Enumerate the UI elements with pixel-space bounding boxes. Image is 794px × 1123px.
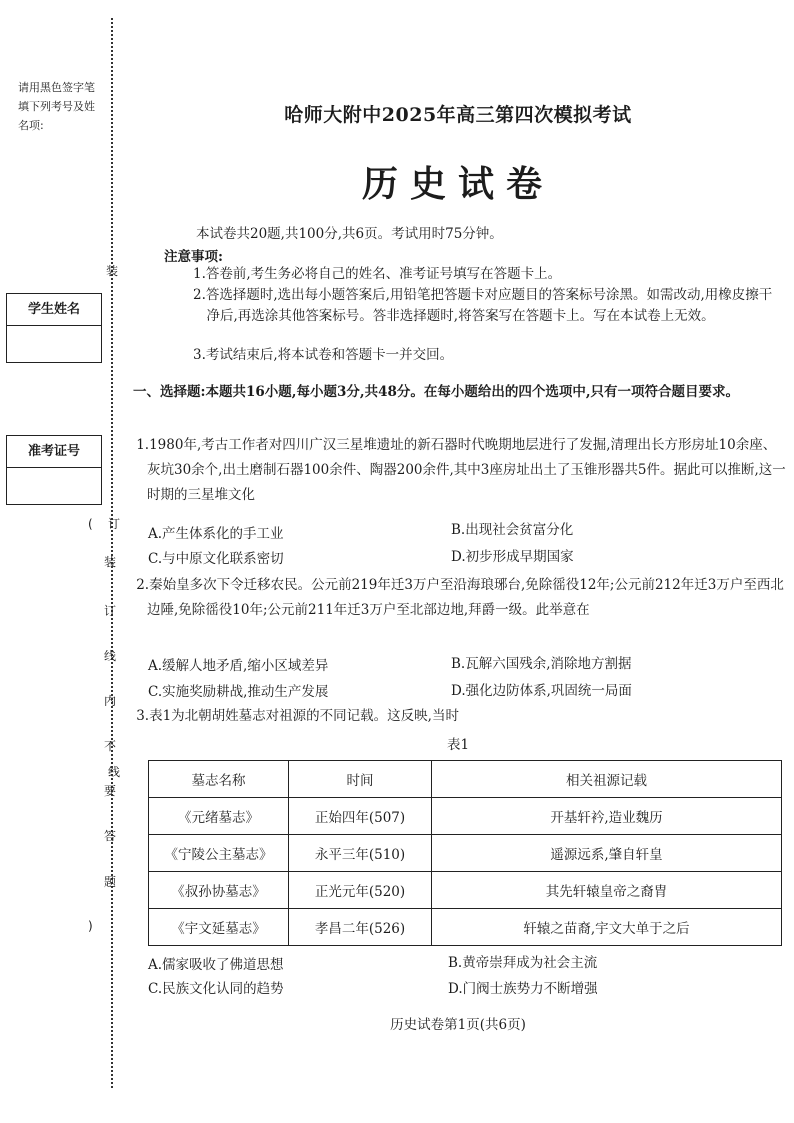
table-caption: 表1 bbox=[446, 737, 470, 753]
table-cell: 永平三年(510) bbox=[289, 835, 432, 872]
binding-char: 要 bbox=[104, 784, 117, 798]
binding-char: 内 bbox=[104, 694, 117, 708]
binding-char: 线 bbox=[108, 765, 121, 779]
table-cell: 轩辕之苗裔,宇文大单于之后 bbox=[432, 909, 782, 946]
question-stem: 3.表1为北朝胡姓墓志对祖源的不同记载。这反映,当时 bbox=[136, 708, 459, 724]
table-cell: 遥源远系,肇自轩皇 bbox=[432, 835, 782, 872]
table-header-row bbox=[149, 761, 782, 798]
binding-char: 装 bbox=[106, 264, 119, 278]
binding-char: ( bbox=[88, 517, 93, 531]
subject-title: 历史试卷 bbox=[361, 163, 554, 205]
student-name-field[interactable] bbox=[7, 326, 101, 362]
question-stem: 1.1980年,考古工作者对四川广汉三星堆遗址的新石器时代晚期地层进行了发掘,清理出长方形房址10余座、灰坑30余个,出土磨制石器100余件、陶器200余件,其中3座房址出土了玉锥形器共5件。据此可以推断,这一时期的三星堆文化 bbox=[136, 437, 786, 503]
option[interactable]: D.初步形成早期国家 bbox=[451, 549, 574, 565]
student-name-box[interactable] bbox=[6, 293, 102, 363]
table-cell: 《叔孙协墓志》 bbox=[149, 872, 289, 909]
fill-in-hint: 请用黑色签字笔填下列考号及姓名项: bbox=[18, 81, 95, 132]
epitaph-table bbox=[148, 760, 782, 946]
binding-char: 装 bbox=[104, 555, 117, 569]
table-header: 相关祖源记载 bbox=[432, 761, 782, 798]
table-cell: 《元绪墓志》 bbox=[149, 798, 289, 835]
binding-char: 订 bbox=[108, 517, 121, 531]
option[interactable]: B.出现社会贫富分化 bbox=[451, 522, 574, 538]
table-cell: 正始四年(507) bbox=[289, 798, 432, 835]
option[interactable]: C.实施奖励耕战,推动生产发展 bbox=[148, 684, 329, 700]
notes-heading: 注意事项: bbox=[164, 249, 223, 265]
exam-id-field[interactable] bbox=[7, 468, 101, 504]
option[interactable]: A.儒家吸收了佛道思想 bbox=[148, 957, 284, 973]
exam-id-box[interactable] bbox=[6, 435, 102, 505]
binding-char: 订 bbox=[104, 604, 117, 618]
binding-char: 不 bbox=[104, 739, 117, 753]
table-header: 墓志名称 bbox=[149, 761, 289, 798]
note-item: 2.答选择题时,选出每小题答案后,用铅笔把答题卡对应题目的答案标号涂黑。如需改动,用橡皮擦干净后,再选涂其他答案标号。答非选择题时,将答案写在答题卡上。写在本试卷上无效。 bbox=[193, 287, 773, 324]
binding-char: ) bbox=[88, 919, 93, 933]
option[interactable]: B.瓦解六国残余,消除地方割据 bbox=[451, 656, 632, 672]
table-row bbox=[149, 798, 782, 835]
option[interactable]: A.缓解人地矛盾,缩小区域差异 bbox=[148, 658, 329, 674]
note-item: 1.答卷前,考生务必将自己的姓名、准考证号填写在答题卡上。 bbox=[193, 266, 562, 282]
note-item: 3.考试结束后,将本试卷和答题卡一并交回。 bbox=[193, 347, 454, 363]
table-cell: 正光元年(520) bbox=[289, 872, 432, 909]
exam-intro: 本试卷共20题,共100分,共6页。考试用时75分钟。 bbox=[196, 226, 503, 242]
question-stem: 2.秦始皇多次下令迁移农民。公元前219年迁3万户至沿海琅琊台,免除徭役12年;公元前212年迁3万户至西北边陲,免除徭役10年;公元前211年迁3万户至北部边地,拜爵一级。此举意在 bbox=[136, 577, 784, 618]
page-footer: 历史试卷第1页(共6页) bbox=[390, 1017, 526, 1033]
option[interactable]: C.与中原文化联系密切 bbox=[148, 551, 284, 567]
table-cell: 开基轩衿,造业魏历 bbox=[432, 798, 782, 835]
exam-id-label: 准考证号 bbox=[7, 436, 101, 468]
binding-char: 题 bbox=[104, 875, 117, 889]
school-title: 哈师大附中2025年高三第四次模拟考试 bbox=[284, 104, 632, 126]
table-cell: 孝昌二年(526) bbox=[289, 909, 432, 946]
option[interactable]: D.门阀士族势力不断增强 bbox=[448, 981, 598, 997]
table-header: 时间 bbox=[289, 761, 432, 798]
option[interactable]: B.黄帝崇拜成为社会主流 bbox=[448, 955, 598, 971]
table-cell: 其先轩辕皇帝之裔胄 bbox=[432, 872, 782, 909]
section-heading: 一、选择题:本题共16小题,每小题3分,共48分。在每小题给出的四个选项中,只有一项符合题目要求。 bbox=[133, 384, 740, 400]
binding-char: 线 bbox=[104, 649, 117, 663]
option[interactable]: A.产生体系化的手工业 bbox=[148, 526, 284, 542]
option[interactable]: C.民族文化认同的趋势 bbox=[148, 981, 284, 997]
table-row bbox=[149, 872, 782, 909]
table-row bbox=[149, 835, 782, 872]
table-row bbox=[149, 909, 782, 946]
table-cell: 《宁陵公主墓志》 bbox=[149, 835, 289, 872]
student-name-label: 学生姓名 bbox=[7, 294, 101, 326]
option[interactable]: D.强化边防体系,巩固统一局面 bbox=[451, 683, 632, 699]
table-cell: 《宇文延墓志》 bbox=[149, 909, 289, 946]
binding-char: 答 bbox=[104, 829, 117, 843]
